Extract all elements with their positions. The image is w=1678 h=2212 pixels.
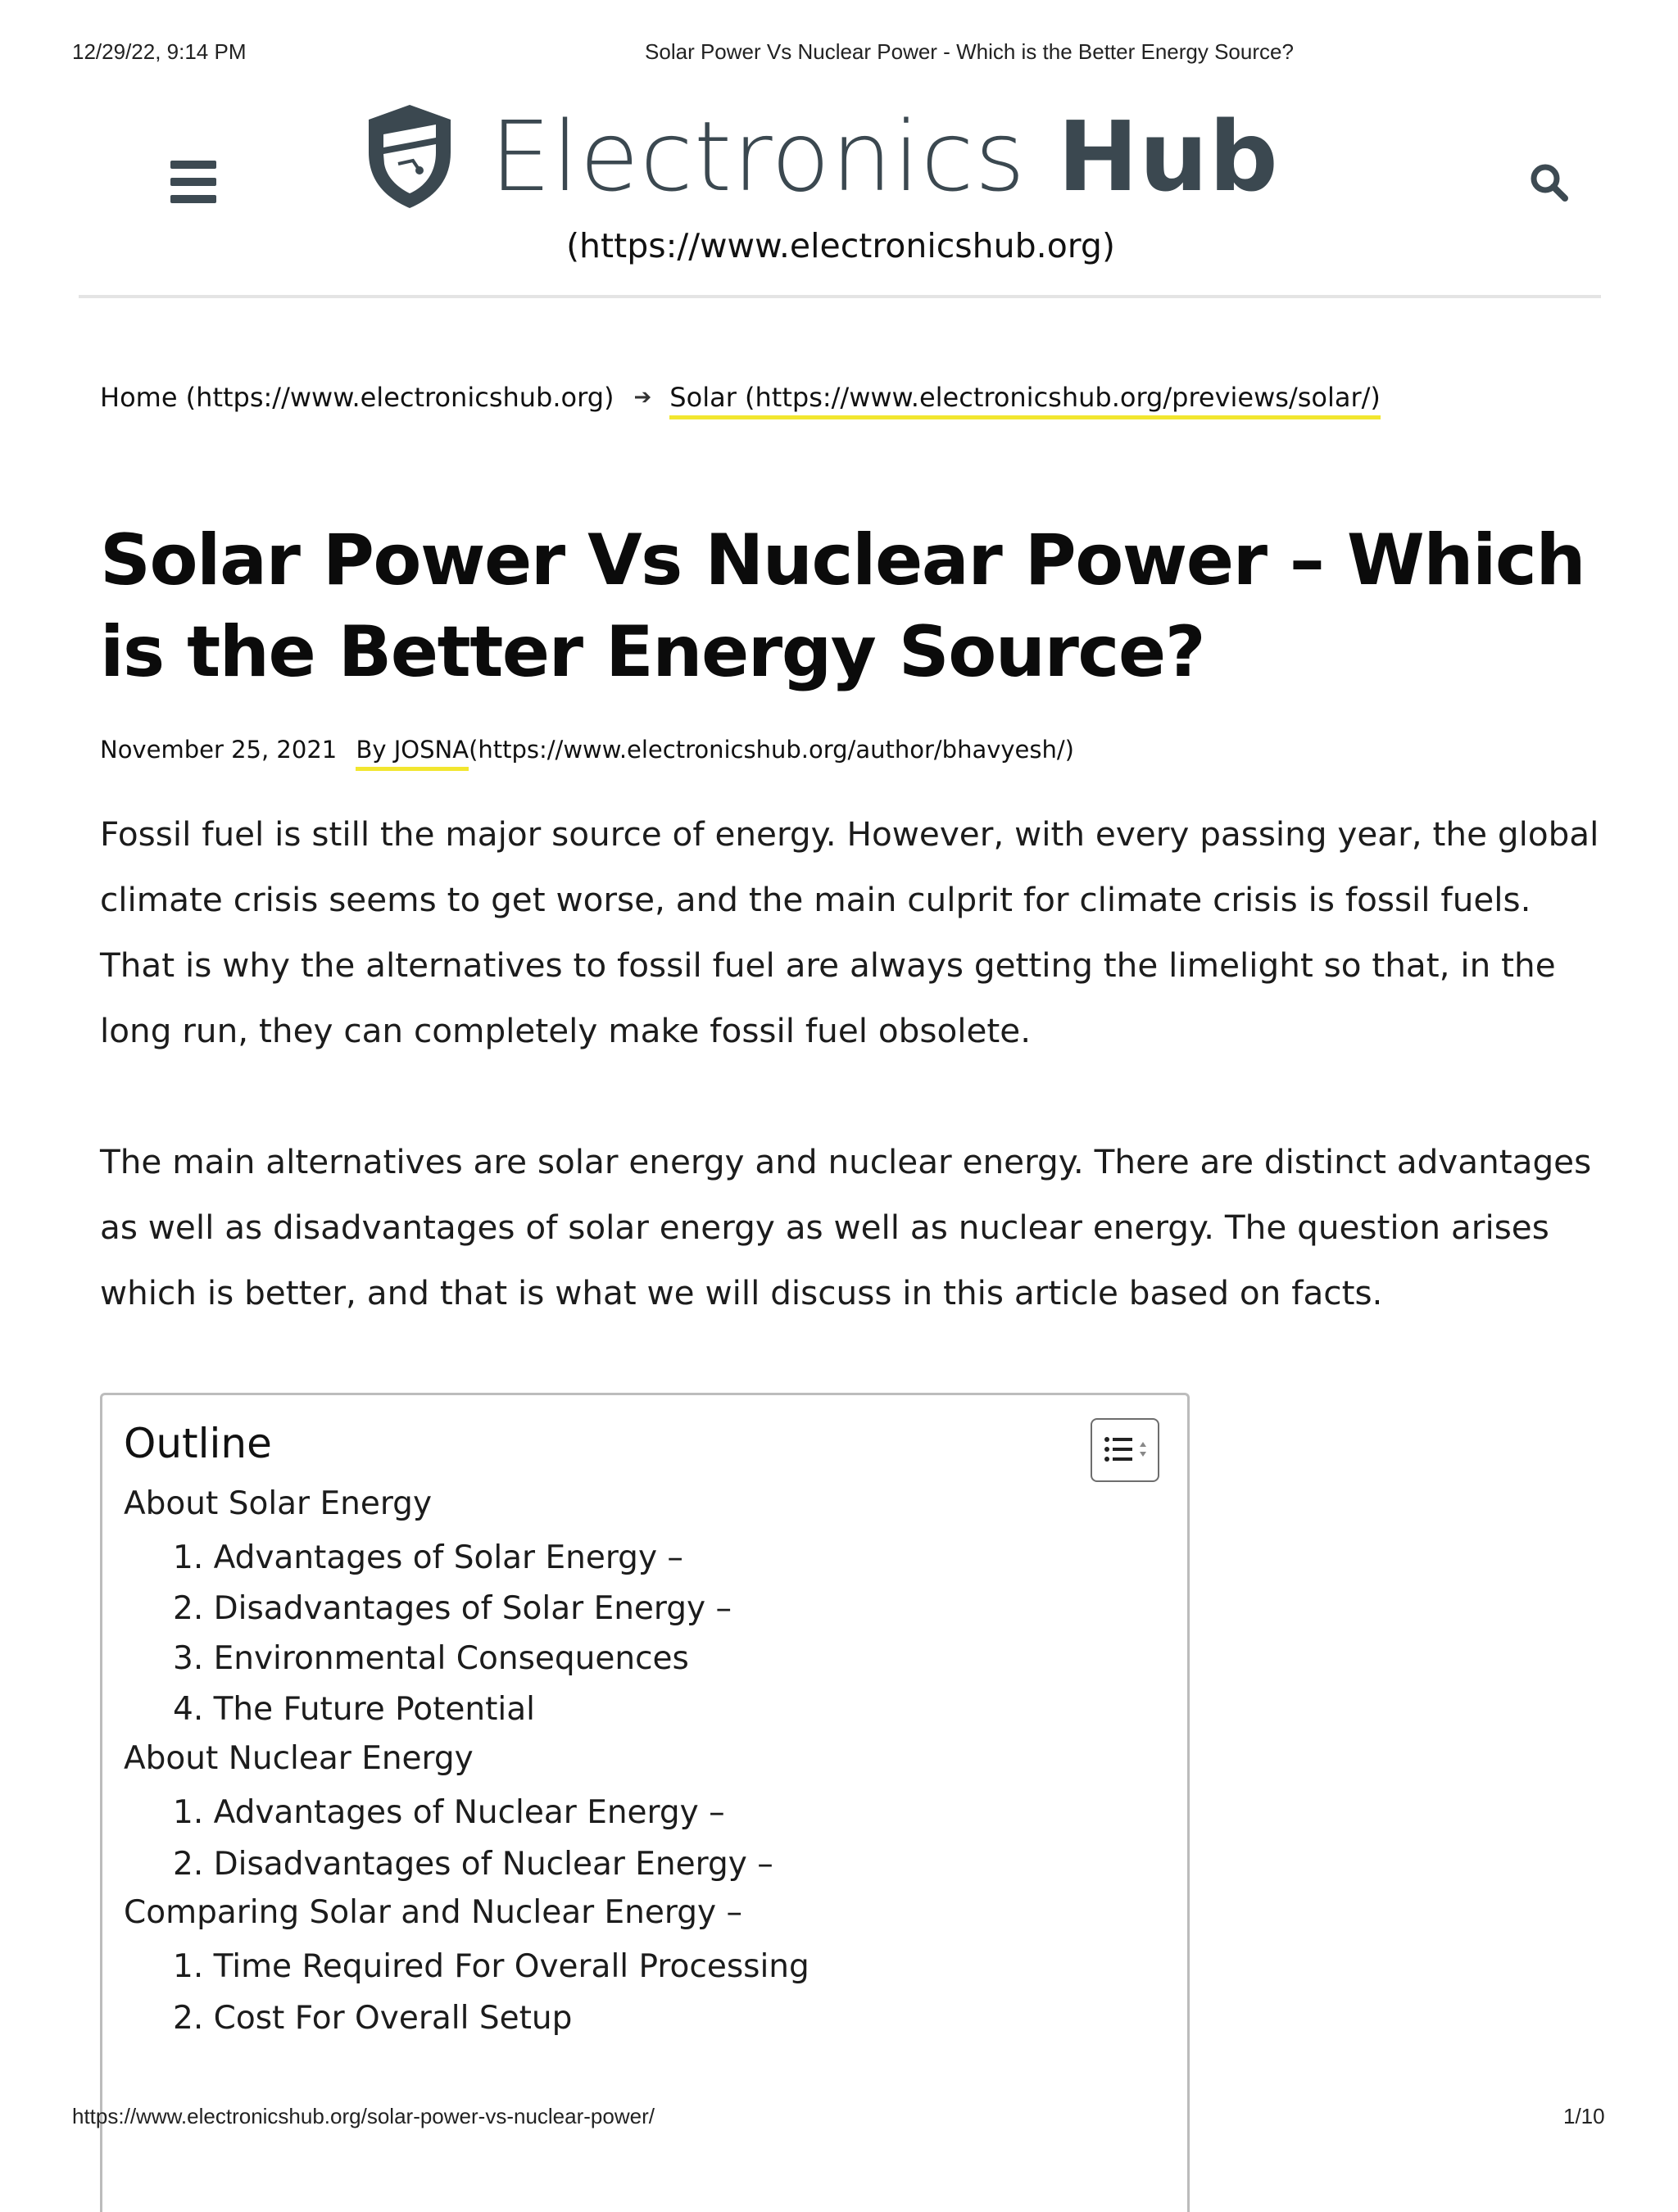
breadcrumb-solar-link[interactable]: Solar (https://www.electronicshub.org/previews/solar/)	[669, 382, 1381, 413]
toc-item-about-nuclear[interactable]: About Nuclear Energy	[124, 1740, 474, 1777]
logo-text	[490, 100, 1279, 213]
article-paragraph: The main alternatives are solar energy and nuclear energy. There are distinct advantages as well as disadvantages of solar energy as well as nuclear energy. The question arises which is better, and that is what we will discuss in this article based on facts.	[100, 1142, 1592, 1312]
print-url: https://www.electronicshub.org/solar-power-vs-nuclear-power/	[72, 2104, 655, 2128]
shield-circuit-logo-icon	[365, 102, 454, 211]
toc-item-time-required[interactable]: 1. Time Required For Overall Processing	[173, 1948, 810, 1985]
toc-item-comparing[interactable]: Comparing Solar and Nuclear Energy –	[124, 1894, 742, 1931]
toc-item-nuclear-advantages[interactable]: 1. Advantages of Nuclear Energy –	[173, 1794, 725, 1831]
print-title: Solar Power Vs Nuclear Power - Which is the Better Energy Source?	[645, 39, 1294, 64]
logo-text-light: Electronics	[490, 100, 1027, 213]
article-title: Solar Power Vs Nuclear Power – Which is the Better Energy Source?	[100, 519, 1585, 693]
toc-item-environmental-consequences[interactable]: 3. Environmental Consequences	[173, 1640, 689, 1677]
table-of-contents	[100, 1393, 1190, 2212]
author-url: (https://www.electronicshub.org/author/bhavyesh/)	[469, 736, 1074, 764]
breadcrumb-home-link[interactable]: Home (https://www.electronicshub.org)	[100, 382, 615, 413]
toc-item-nuclear-disadvantages[interactable]: 2. Disadvantages of Nuclear Energy –	[173, 1846, 773, 1883]
logo-text-bold: Hub	[1057, 100, 1279, 213]
toc-title: Outline	[124, 1420, 272, 1467]
site-logo[interactable]	[365, 102, 1279, 211]
article-paragraph: Fossil fuel is still the major source of energy. However, with every passing year, the global climate crisis seems to get worse, and the main culprit for climate crisis is fossil fuels. That is why the alternatives to fossil fuel are always getting the limelight so that, in the long run, they can completely make fossil fuel obsolete.	[100, 814, 1599, 1050]
search-icon[interactable]	[1529, 162, 1568, 202]
toc-toggle-button[interactable]	[1091, 1418, 1159, 1482]
toc-item-solar-advantages[interactable]: 1. Advantages of Solar Energy –	[173, 1539, 683, 1576]
logo-url[interactable]: (https://www.electronicshub.org)	[566, 226, 1115, 265]
breadcrumb	[100, 382, 1381, 413]
list-toggle-icon	[1092, 1420, 1158, 1480]
toc-item-about-solar[interactable]: About Solar Energy	[124, 1485, 433, 1522]
print-page-number: 1/10	[1563, 2104, 1605, 2128]
author-link[interactable]: By JOSNA	[356, 736, 469, 764]
toc-item-cost-setup[interactable]: 2. Cost For Overall Setup	[173, 2000, 573, 2037]
toc-item-future-potential[interactable]: 4. The Future Potential	[173, 1691, 535, 1728]
print-date: 12/29/22, 9:14 PM	[72, 39, 247, 64]
breadcrumb-arrow-icon: ➔	[633, 385, 652, 410]
toc-item-solar-disadvantages[interactable]: 2. Disadvantages of Solar Energy –	[173, 1590, 732, 1627]
article-date: November 25, 2021	[100, 736, 338, 764]
header-divider	[79, 295, 1601, 298]
article-meta	[100, 736, 1074, 764]
hamburger-menu-icon[interactable]	[170, 161, 216, 203]
